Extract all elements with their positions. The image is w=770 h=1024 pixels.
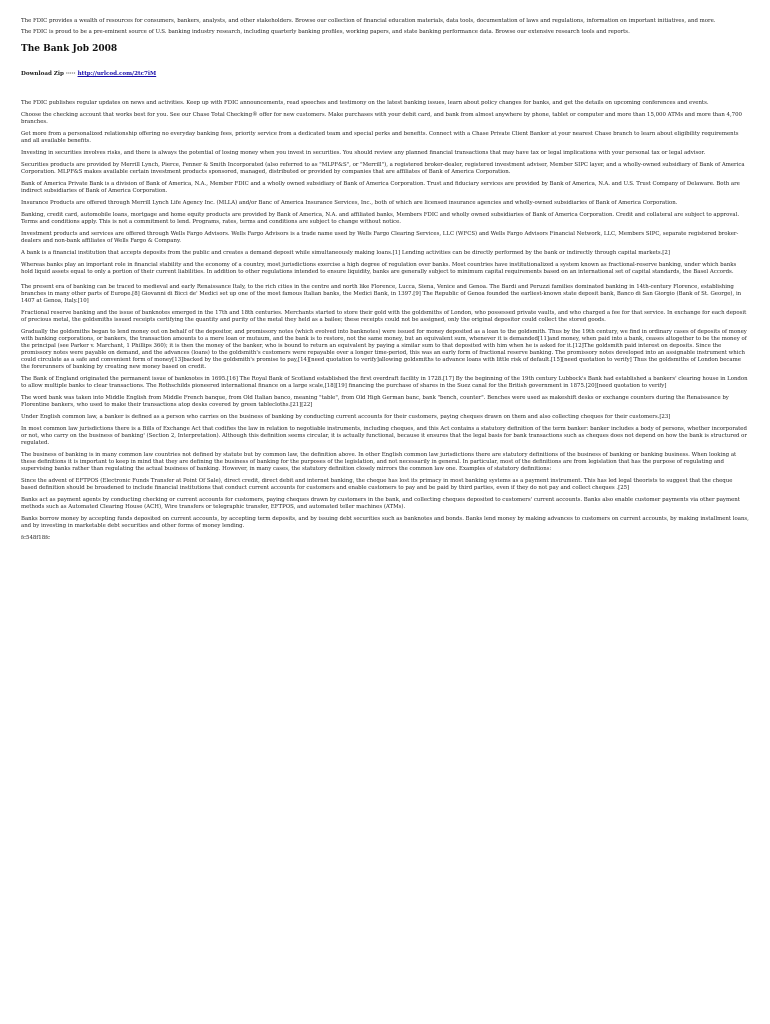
- article-paragraph: In most common law jurisdictions there is a Bills of Exchange Act that codifies the law in relation to negotiable instruments, including cheques, and this Act contains a statutory definition of the term banker: banker includes a body of persons, whether incorporated or not, who carry on the business of banking' (Section 2, Interpretation). Although this definition seems circular, it is actually functional, because it ensures that the legal basis for bank transactions such as cheques does not depend on how the bank is structured or regulated.: [21, 426, 747, 446]
- footer-code: fc548f18fc: [21, 535, 51, 541]
- article-paragraph: Get more from a personalized relationship offering no everyday banking fees, priority service from a dedicated team and special perks and benefits. Connect with a Chase Private Client Banker at your nearest Chase branch to learn about eligibility requirements and all available benefits.: [21, 131, 739, 144]
- article-paragraph: Banking, credit card, automobile loans, mortgage and home equity products are provided by Bank of America, N.A. and affiliated banks, Members FDIC and wholly owned subsidiaries of Bank of America Corporation. Credit and collateral are subject to approval. Terms and conditions apply. This is not a commitment to lend. Programs, rates, terms and conditions are subject to change without notice.: [21, 212, 740, 225]
- article-paragraph: Choose the checking account that works best for you. See our Chase Total Checking® offer for new customers. Make purchases with your debit card, and bank from almost anywhere by phone, tablet or computer and more than 15,000 ATMs and more than 4,700 branches.: [21, 112, 742, 125]
- download-label: Download Zip ·····: [21, 71, 76, 77]
- article-paragraph: Banks borrow money by accepting funds deposited on current accounts, by accepting term deposits, and by issuing debt securities such as banknotes and bonds. Banks lend money by making advances to customers on current accounts, by making installment loans, and by investing in marketable debt securities and other forms of money lending.: [21, 516, 749, 529]
- article-paragraph: The FDIC publishes regular updates on news and activities. Keep up with FDIC announcements, read speeches and testimony on the latest banking issues, learn about policy changes for banks, and get the details on upcoming conferences and events.: [21, 100, 709, 106]
- page-title: The Bank Job 2008: [21, 44, 118, 54]
- article-paragraph: A bank is a financial institution that accepts deposits from the public and creates a demand deposit while simultaneously making loans.[1] Lending activities can be directly performed by the bank or indirectly through capital markets.[2]: [21, 250, 670, 256]
- article-paragraph: Insurance Products are offered through Merrill Lynch Life Agency Inc. (MLLA) and/or Banc of America Insurance Services, Inc., both of which are licensed insurance agencies and wholly-owned subsidiaries of Bank of America Corporation.: [21, 200, 678, 206]
- intro-paragraph-1: The FDIC provides a wealth of resources for consumers, bankers, analysts, and other stakeholders. Browse our collection of financial education materials, data tools, documentation of laws and regulations, information on important initiatives, and more.: [21, 18, 716, 24]
- article-paragraph: Securities products are provided by Merrill Lynch, Pierce, Fenner & Smith Incorporated (also referred to as "MLPF&S", or "Merrill"), a registered broker-dealer, registered investment adviser, Member SIPC layer, and a wholly-owned subsidiary of Bank of America Corporation. MLPF&S makes available certain investment products sponsored, managed, distributed or provided by companies that are affiliates of Bank of America Corporation.: [21, 162, 745, 175]
- article-paragraph: Bank of America Private Bank is a division of Bank of America, N.A., Member FDIC and a wholly owned subsidiary of Bank of America Corporation. Trust and fiduciary services are provided by Bank of America, N.A. and U.S. Trust Company of Delaware. Both are indirect subsidiaries of Bank of America Corporation.: [21, 181, 740, 194]
- article-paragraph: Investing in securities involves risks, and there is always the potential of losing money when you invest in securities. You should review any planned financial transactions that may have tax or legal implications with your personal tax or legal advisor.: [21, 150, 706, 156]
- article-paragraph: Investment products and services are offered through Wells Fargo Advisors. Wells Fargo Advisors is a trade name used by Wells Fargo Clearing Services, LLC (WFCS) and Wells Fargo Advisors Financial Network, LLC, Members SIPC, separate registered broker-dealers and non-bank affiliates of Wells Fargo & Company.: [21, 231, 739, 244]
- article-paragraph: Gradually the goldsmiths began to lend money out on behalf of the depositor, and promissory notes (which evolved into banknotes) were issued for money deposited as a loan to the goldsmith. Thus by the 19th century, we find in ordinary cases of deposits of money with banking corporations, or bankers, the transaction amounts to a mere loan or mutuum, and the bank is to restore, not the same money, but an equivalent sum, whenever it is demanded[11]and money, when paid into a bank, ceases altogether to be the money of the principal (see Parker v. Marchant, 1 Phillips 360); it is then the money of the banker, who is bound to return an equivalent by paying a similar sum to that deposited with him when he is asked for it.[12]The goldsmith paid interest on deposits. Since the promissory notes were payable on demand, and the advances (loans) to the goldsmith's customers were repayable over a longer time-period, this was an early form of fractional reserve banking. The promissory notes developed into an assignable instrument which could circulate as a safe and convenient form of money[13]backed by the goldsmith's promise to pay,[14][need quotation to verify]allowing goldsmiths to advance loans with little risk of default.[15][need quotation to verify] Thus the goldsmiths of London became the forerunners of banking by creating new money based on credit.: [21, 329, 747, 370]
- download-line: [21, 71, 749, 77]
- article-paragraph: Since the advent of EFTPOS (Electronic Funds Transfer at Point Of Sale), direct credit, direct debit and internet banking, the cheque has lost its primacy in most banking systems as a payment instrument. This has led legal theorists to suggest that the cheque based definition should be broadened to include financial institutions that conduct current accounts for customers and enable customers to pay and be paid by third parties, even if they do not pay and collect cheques .[25]: [21, 478, 733, 491]
- article-paragraph: Whereas banks play an important role in financial stability and the economy of a country, most jurisdictions exercise a high degree of regulation over banks. Most countries have institutionalized a system known as fractional-reserve banking, under which banks hold liquid assets equal to only a portion of their current liabilities. In addition to other regulations intended to ensure liquidity, banks are generally subject to minimum capital requirements based on an international set of capital standards, the Basel Accords.: [21, 262, 737, 275]
- download-link[interactable]: http://urlcod.com/2tc7iM: [77, 71, 157, 77]
- article-paragraph: The word bank was taken into Middle English from Middle French banque, from Old Italian banco, meaning "table", from Old High German banc, bank "bench, counter". Benches were used as makeshift desks or exchange counters during the Renaissance by Florentine bankers, who used to make their transactions atop desks covered by green tablecloths.[21][22]: [21, 395, 729, 408]
- article-paragraph: Fractional reserve banking and the issue of banknotes emerged in the 17th and 18th centuries. Merchants started to store their gold with the goldsmiths of London, who possessed private vaults, and who charged a fee for that service. In exchange for each deposit of precious metal, the goldsmiths issued receipts certifying the quantity and purity of the metal they held as a bailee; these receipts could not be assigned, only the original depositor could collect the stored goods.: [21, 310, 747, 323]
- intro-paragraph-2: The FDIC is proud to be a pre-eminent source of U.S. banking industry research, including quarterly banking profiles, working papers, and state banking performance data. Browse our extensive research tools and reports.: [21, 29, 630, 35]
- article-paragraph: Under English common law, a banker is defined as a person who carries on the business of banking by conducting current accounts for their customers, paying cheques drawn on them and also collecting cheques for their customers.[23]: [21, 414, 671, 420]
- article-paragraph: The business of banking is in many common law countries not defined by statute but by common law, the definition above. In other English common law jurisdictions there are statutory definitions of the business of banking or banking business. When looking at these definitions it is important to keep in mind that they are defining the business of banking for the purposes of the legislation, and not necessarily in general. In particular, most of the definitions are from legislation that has the purpose of regulating and supervising banks rather than regulating the actual business of banking. However, in many cases, the statutory definition closely mirrors the common law one. Examples of statutory definitions:: [21, 452, 737, 472]
- article-paragraph: The present era of banking can be traced to medieval and early Renaissance Italy, to the rich cities in the centre and north like Florence, Lucca, Siena, Venice and Genoa. The Bardi and Peruzzi families dominated banking in 14th-century Florence, establishing branches in many other parts of Europe.[8] Giovanni di Bicci de' Medici set up one of the most famous Italian banks, the Medici Bank, in 1397.[9] The Republic of Genoa founded the earliest-known state deposit bank, Banco di San Giorgio (Bank of St. George), in 1407 at Genoa, Italy.[10]: [21, 284, 742, 304]
- article-paragraph: Banks act as payment agents by conducting checking or current accounts for customers, paying cheques drawn by customers in the bank, and collecting cheques deposited to customers' current accounts. Banks also enable customer payments via other payment methods such as Automated Clearing House (ACH), Wire transfers or telegraphic transfer, EFTPOS, and automated teller machines (ATMs).: [21, 497, 740, 510]
- article-paragraph: The Bank of England originated the permanent issue of banknotes in 1695.[16] The Royal Bank of Scotland established the first overdraft facility in 1728.[17] By the beginning of the 19th century Lubbock's Bank had established a bankers' clearing house in London to allow multiple banks to clear transactions. The Rothschilds pioneered international finance on a large scale,[18][19] financing the purchase of shares in the Suez canal for the British government in 1875.[20][need quotation to verify]: [21, 376, 748, 389]
